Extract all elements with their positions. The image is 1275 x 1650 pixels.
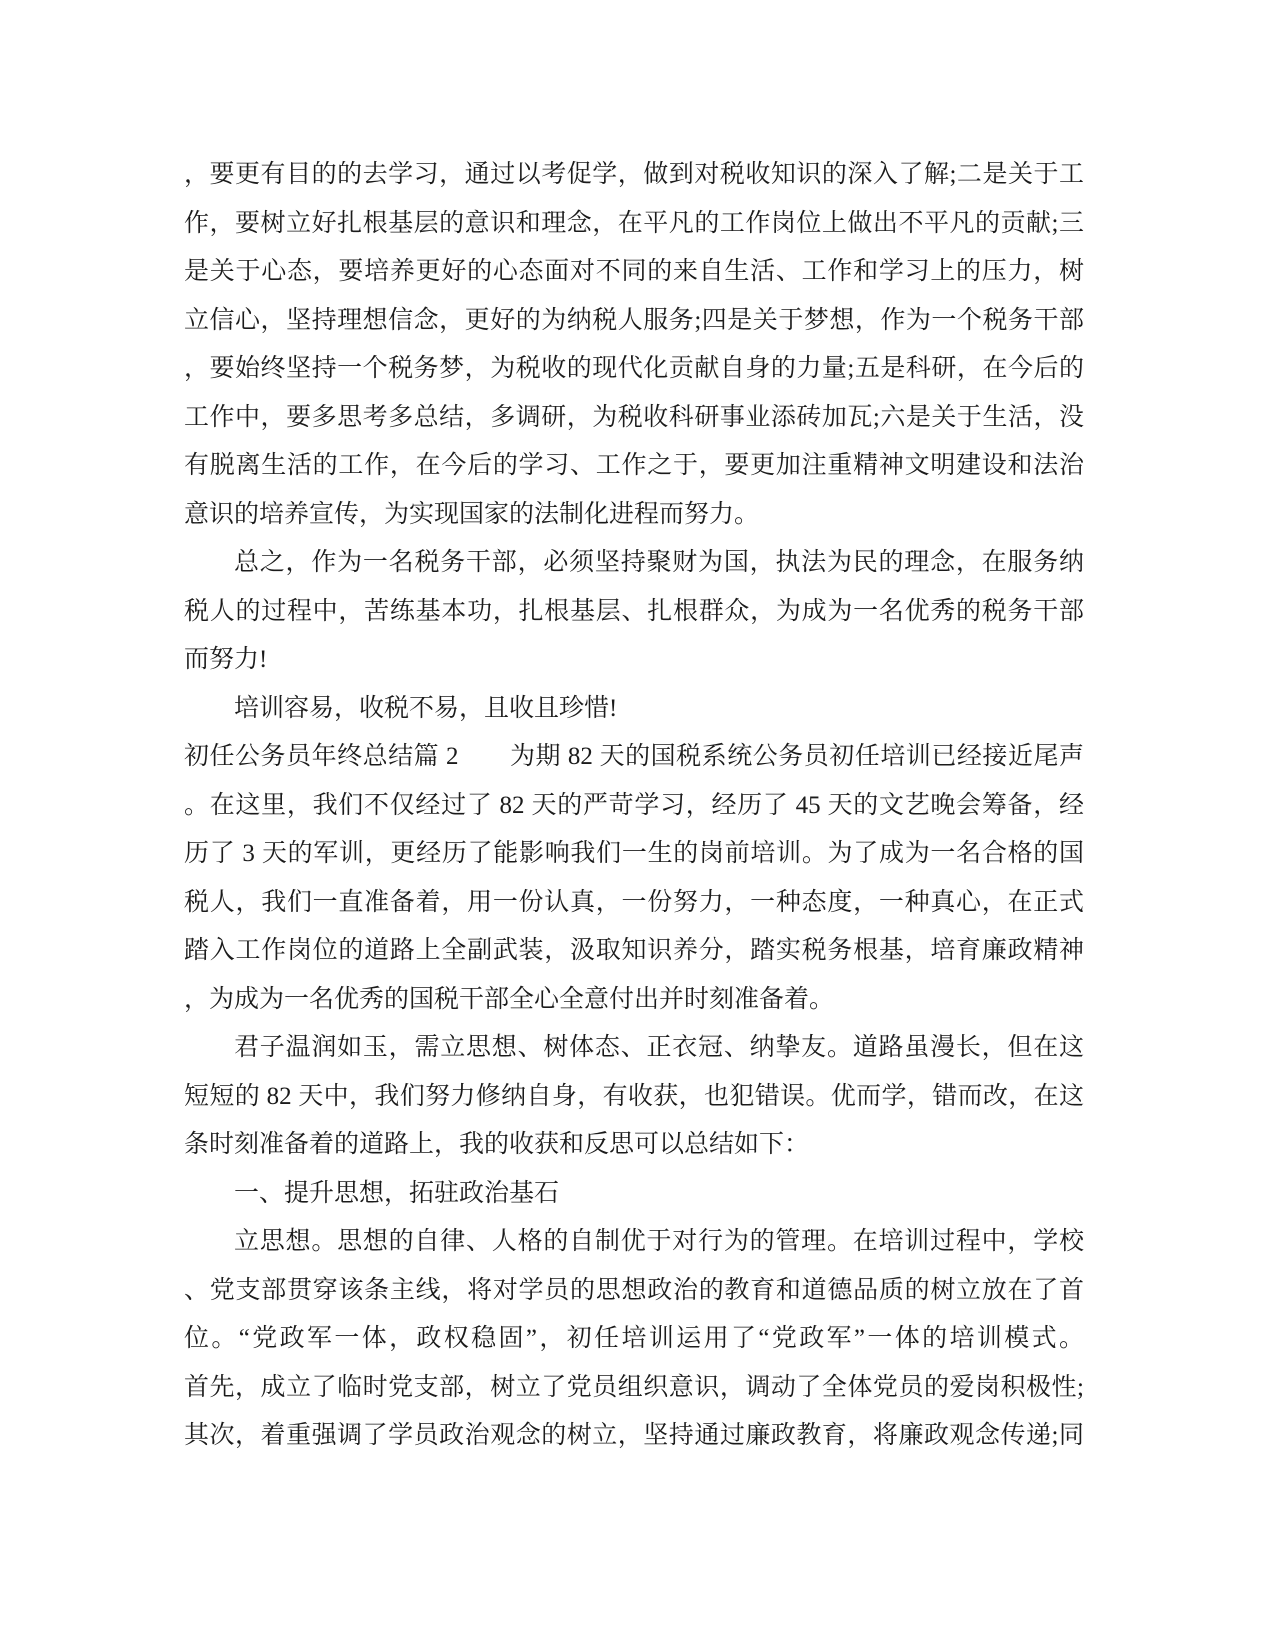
text-line: 总之，作为一名税务干部，必须坚持聚财为国，执法为民的理念，在服务纳 bbox=[234, 549, 1084, 576]
paragraph bbox=[184, 151, 1084, 539]
text-line: 短短的 82 天中，我们努力修纳自身，有收获，也犯错误。优而学，错而改，在这 bbox=[184, 1082, 1084, 1110]
text-line: 。在这里，我们不仅经过了 82 天的严苛学习，经历了 45 天的文艺晚会筹备，经 bbox=[184, 791, 1084, 819]
text-line: 立信心，坚持理想信念，更好的为纳税人服务;四是关于梦想，作为一个税务干部 bbox=[184, 306, 1084, 334]
text-line: ，为成为一名优秀的国税干部全心全意付出并时刻准备着。 bbox=[184, 985, 835, 1013]
text-line: ，要更有目的的去学习，通过以考促学，做到对税收知识的深入了解;二是关于工 bbox=[184, 161, 1084, 188]
document-body bbox=[184, 151, 1084, 1461]
text-line: 首先，成立了临时党支部，树立了党员组织意识，调动了全体党员的爱岗积极性; bbox=[184, 1373, 1084, 1401]
text-line: 历了 3 天的军训，更经历了能影响我们一生的岗前培训。为了成为一名合格的国 bbox=[184, 840, 1084, 867]
paragraph bbox=[184, 1024, 1084, 1170]
text-line: 作，要树立好扎根基层的意识和理念，在平凡的工作岗位上做出不平凡的贡献;三 bbox=[184, 209, 1084, 237]
text-line: 而努力! bbox=[184, 646, 268, 673]
paragraph bbox=[184, 1218, 1084, 1461]
paragraph bbox=[184, 733, 1084, 1024]
paragraph bbox=[184, 685, 1084, 734]
text-line: ，要始终坚持一个税务梦，为税收的现代化贡献自身的力量;五是科研，在今后的 bbox=[184, 355, 1084, 382]
text-line: 意识的培养宣传，为实现国家的法制化进程而努力。 bbox=[184, 500, 760, 528]
text-line: 踏入工作岗位的道路上全副武装，汲取知识养分，踏实税务根基，培育廉政精神 bbox=[184, 937, 1084, 964]
paragraph bbox=[184, 539, 1084, 685]
text-line: 其次，着重强调了学员政治观念的树立，坚持通过廉政教育，将廉政观念传递;同 bbox=[184, 1422, 1084, 1449]
text-line: 一、提升思想，拓驻政治基石 bbox=[234, 1179, 560, 1207]
text-line: 是关于心态，要培养更好的心态面对不同的来自生活、工作和学习上的压力，树 bbox=[184, 258, 1084, 285]
text-line: 条时刻准备着的道路上，我的收获和反思可以总结如下： bbox=[184, 1131, 810, 1158]
text-line: 、党支部贯穿该条主线，将对学员的思想政治的教育和道德品质的树立放在了首 bbox=[184, 1276, 1084, 1304]
paragraph bbox=[184, 1170, 1084, 1219]
text-line: 培训容易，收税不易，且收且珍惜! bbox=[234, 694, 618, 722]
text-line: 初任公务员年终总结篇 2 为期 82 天的国税系统公务员初任培训已经接近尾声 bbox=[184, 743, 1084, 770]
text-line: 立思想。思想的自律、人格的自制优于对行为的管理。在培训过程中，学校 bbox=[234, 1228, 1084, 1255]
text-line: 有脱离生活的工作，在今后的学习、工作之于，要更加注重精神文明建设和法治 bbox=[184, 452, 1084, 479]
text-line: 税人，我们一直准备着，用一份认真，一份努力，一种态度，一种真心，在正式 bbox=[184, 888, 1084, 916]
text-line: 税人的过程中，苦练基本功，扎根基层、扎根群众，为成为一名优秀的税务干部 bbox=[184, 597, 1084, 625]
text-line: 君子温润如玉，需立思想、树体态、正衣冠、纳挚友。道路虽漫长，但在这 bbox=[234, 1034, 1084, 1061]
text-line: 位。“党政军一体，政权稳固”，初任培训运用了“党政军”一体的培训模式。 bbox=[184, 1325, 1084, 1352]
text-line: 工作中，要多思考多总结，多调研，为税收科研事业添砖加瓦;六是关于生活，没 bbox=[184, 403, 1084, 431]
